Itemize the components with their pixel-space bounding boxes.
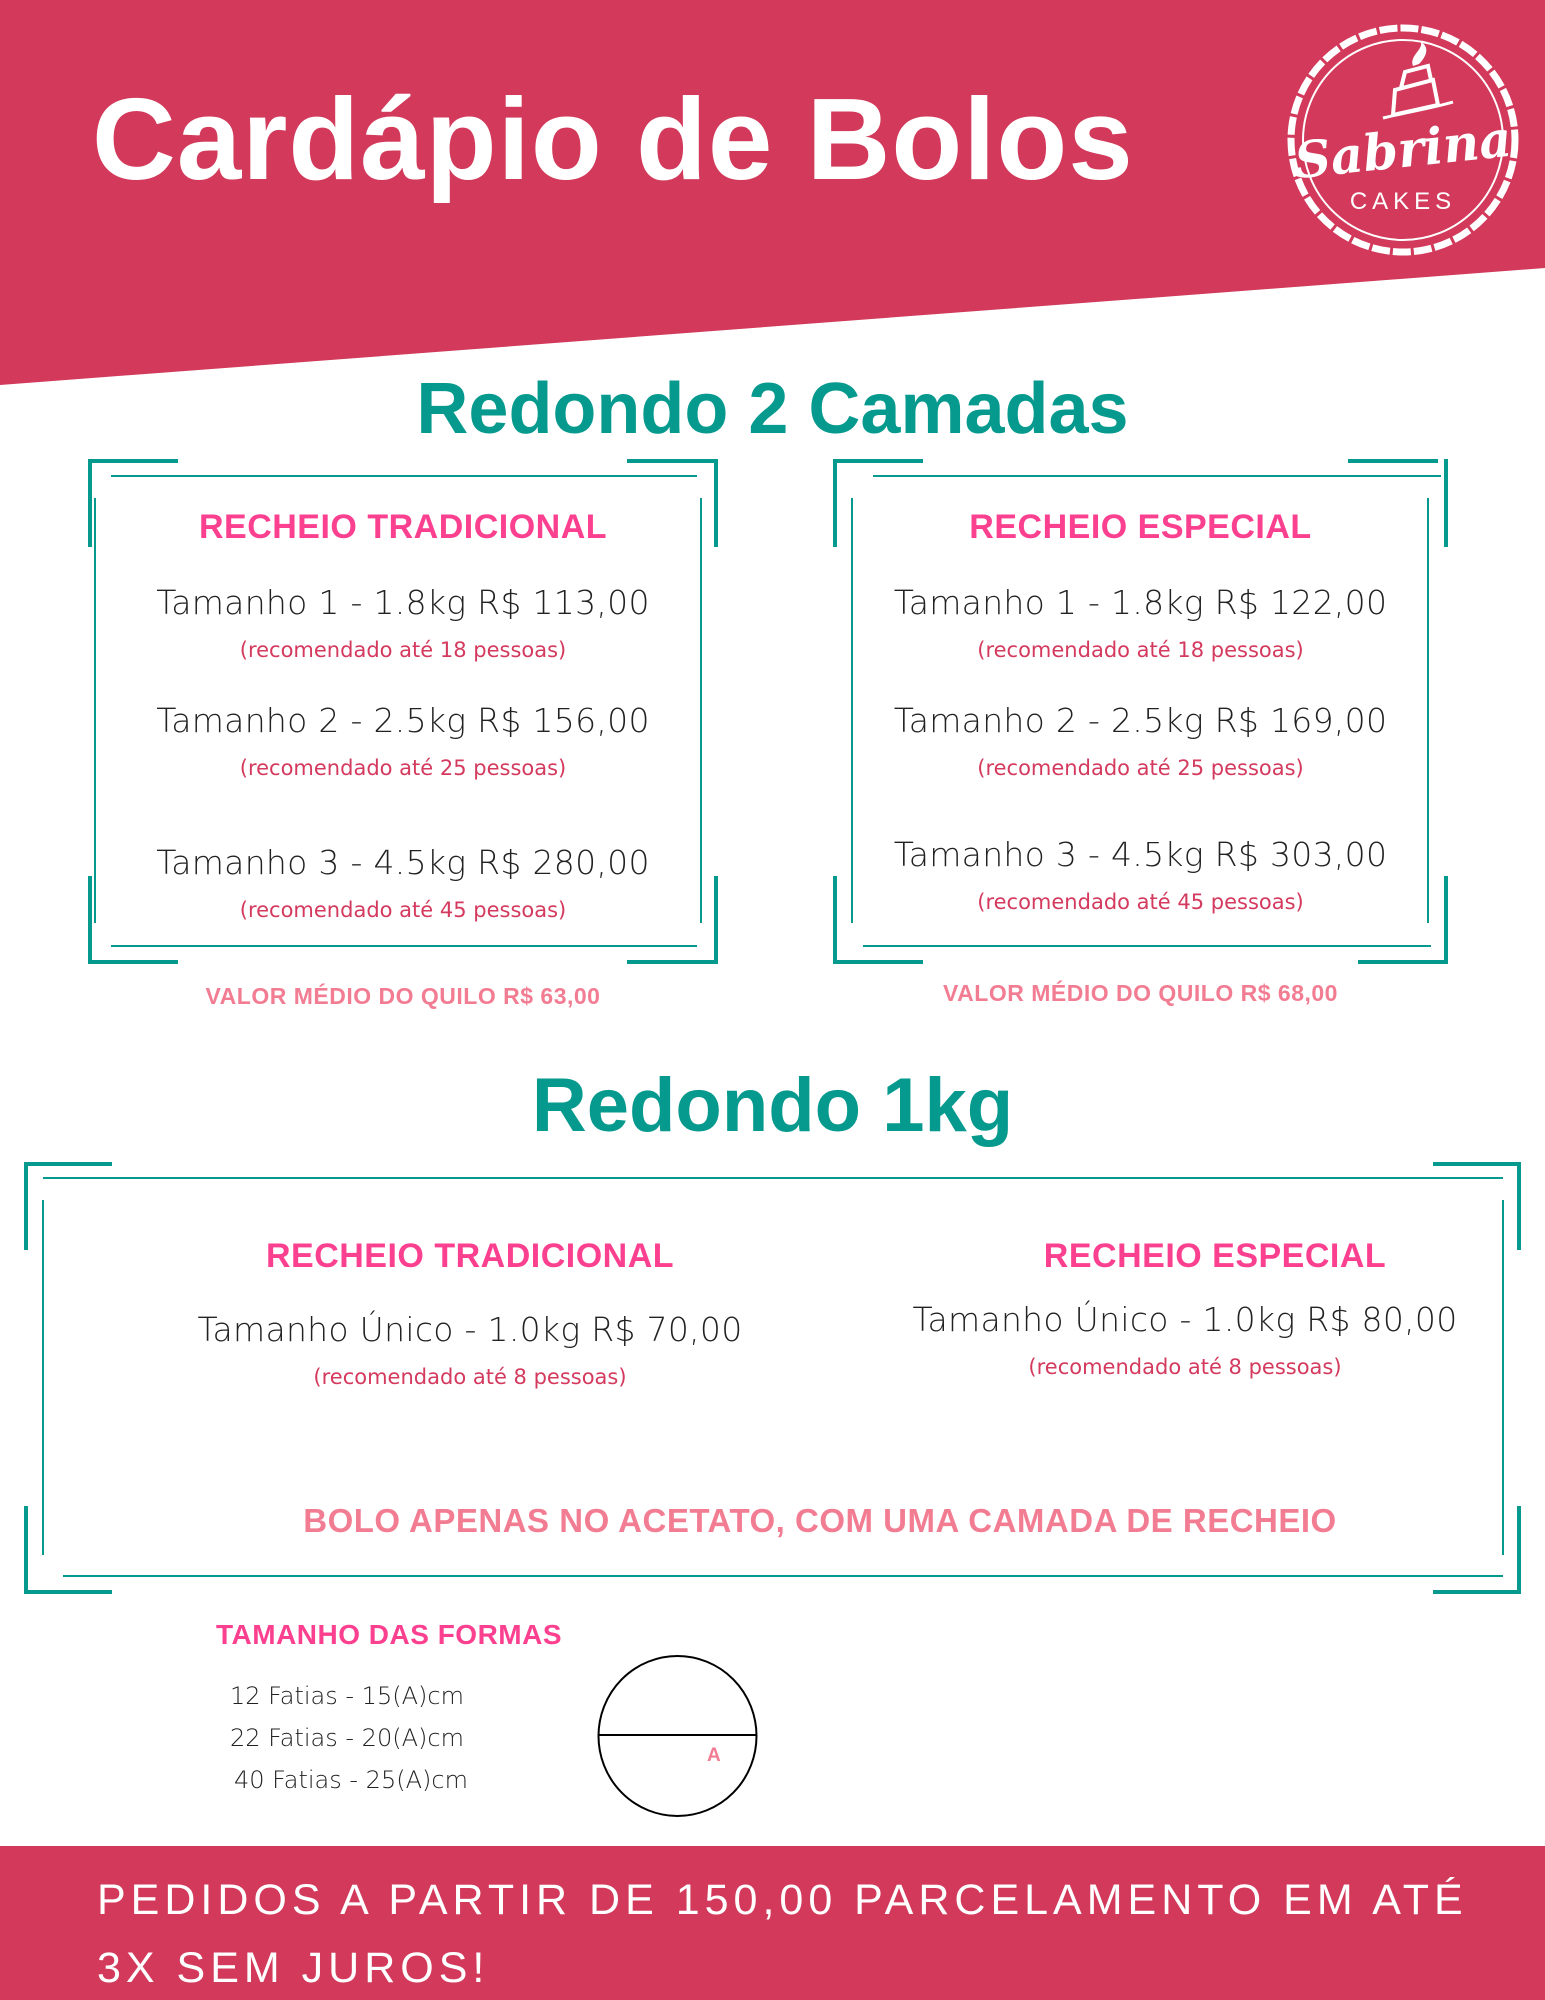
pan-size-item: 22 Fatias - 20(A)cm <box>230 1724 464 1752</box>
section-title-one-kg: Redondo 1kg <box>531 1063 1014 1148</box>
price-line: Tamanho 2 - 2.5kg R$ 156,00 <box>156 701 650 740</box>
pan-size-item: 40 Fatias - 25(A)cm <box>234 1766 468 1794</box>
price-line: Tamanho 3 - 4.5kg R$ 303,00 <box>893 835 1388 874</box>
logo-subtitle: CAKES <box>1349 188 1457 215</box>
price-line: Tamanho Único - 1.0kg R$ 80,00 <box>912 1300 1458 1339</box>
price-note: (recomendado até 45 pessoas) <box>239 898 567 922</box>
price-line: Tamanho 2 - 2.5kg R$ 169,00 <box>893 701 1388 740</box>
pan-diameter-diagram <box>595 1655 760 1820</box>
price-note: (recomendado até 8 pessoas) <box>313 1365 627 1389</box>
pan-size-item: 12 Fatias - 15(A)cm <box>230 1682 464 1710</box>
avg-price-note: VALOR MÉDIO DO QUILO R$ 63,00 <box>205 983 601 1009</box>
footer-promo-text: PEDIDOS A PARTIR DE 150,00 PARCELAMENTO EM ATÉ 3X SEM JUROS! <box>97 1876 1468 1992</box>
box-heading-especial-1kg: RECHEIO ESPECIAL <box>1043 1237 1387 1275</box>
acetato-footnote: BOLO APENAS NO ACETATO, COM UMA CAMADA DE RECHEIO <box>303 1502 1337 1539</box>
price-note: (recomendado até 25 pessoas) <box>239 756 567 780</box>
pan-sizes-title: TAMANHO DAS FORMAS <box>216 1619 563 1650</box>
price-note: (recomendado até 18 pessoas) <box>239 638 567 662</box>
footer-band <box>0 1846 1545 2000</box>
price-line: Tamanho 1 - 1.8kg R$ 113,00 <box>156 583 650 622</box>
logo-script-text: Sabrina <box>1291 108 1515 191</box>
diameter-label: A <box>707 1745 721 1766</box>
price-line: Tamanho 1 - 1.8kg R$ 122,00 <box>893 583 1388 622</box>
box-heading-tradicional-1kg: RECHEIO TRADICIONAL <box>265 1237 675 1275</box>
price-note: (recomendado até 25 pessoas) <box>977 756 1304 780</box>
brand-logo <box>1283 20 1523 260</box>
page-title: Cardápio de Bolos <box>92 74 1134 204</box>
price-line: Tamanho 3 - 4.5kg R$ 280,00 <box>156 843 650 882</box>
price-note: (recomendado até 8 pessoas) <box>1028 1355 1342 1379</box>
pan-sizes-list <box>230 1675 468 1801</box>
box-heading-tradicional: RECHEIO TRADICIONAL <box>198 508 608 546</box>
price-line: Tamanho Único - 1.0kg R$ 70,00 <box>197 1310 743 1349</box>
price-note: (recomendado até 45 pessoas) <box>977 890 1304 914</box>
price-note: (recomendado até 18 pessoas) <box>977 638 1304 662</box>
box-heading-especial: RECHEIO ESPECIAL <box>969 508 1312 546</box>
circle-diameter-icon <box>595 1655 760 1820</box>
section-title-two-layers: Redondo 2 Camadas <box>416 369 1129 449</box>
avg-price-note: VALOR MÉDIO DO QUILO R$ 68,00 <box>943 980 1338 1006</box>
